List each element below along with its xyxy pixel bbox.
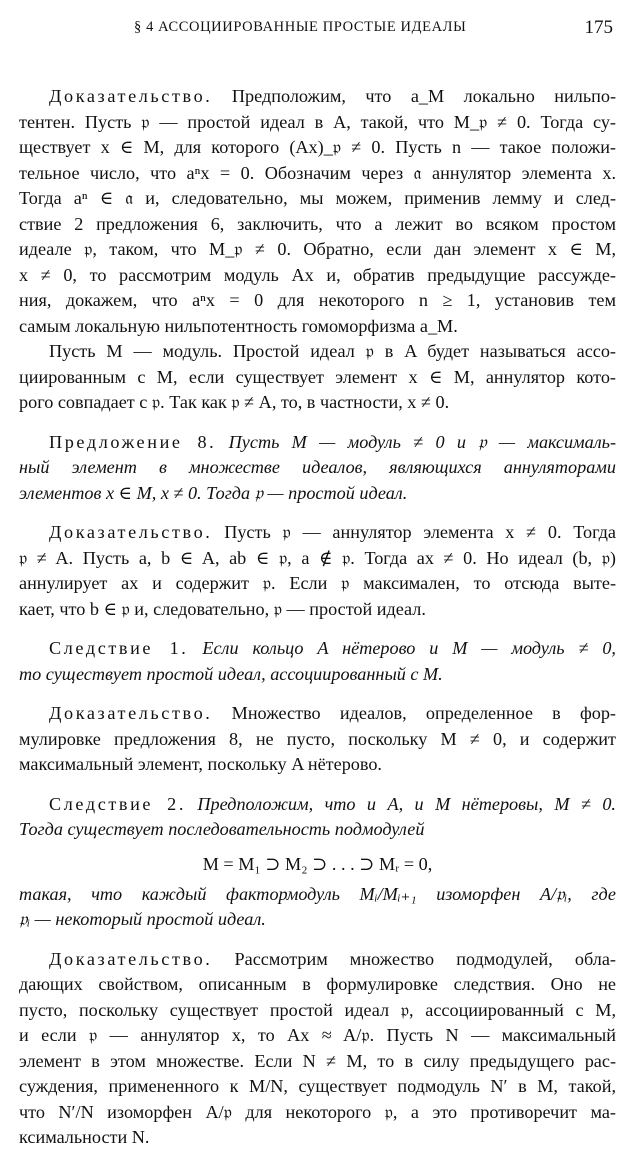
proof-lead: Доказательство. <box>49 703 213 723</box>
proposition-8: Предложение 8. Пусть M — модуль ≠ 0 и 𝔭 — максималь- ный элемент в множестве идеалов, являющихся аннуляторами элементов x ∈ M, x ≠ 0. Тогда 𝔭 — простой идеал. <box>19 431 617 503</box>
proof-lead: Доказательство. <box>49 86 213 106</box>
corollary-2-continuation: такая, что каждый фактормодуль Mᵢ/Mᵢ₊₁ изоморфен A/𝔭ᵢ, где 𝔭ᵢ — некоторый простой идеал. <box>19 883 616 929</box>
definition-paragraph: Пусть M — модуль. Простой идеал 𝔭 в A будет называться ассо- циированным с M, если существует элемент x ∈ M, аннулятор кото- рого совпадает с 𝔭. Так как 𝔭 ≠ A, то, в частности, x ≠ 0. <box>19 341 616 412</box>
page-number: 175 <box>584 17 613 38</box>
corollary-lead: Следствие 1. <box>49 638 189 658</box>
page-body <box>19 84 616 1151</box>
proof-lead: Доказательство. <box>49 522 213 542</box>
corollary-1: Следствие 1. Если кольцо A нётерово и M — модуль ≠ 0, то существует простой идеал, ассоциированный с M. <box>19 638 616 684</box>
proof-paragraph: Доказательство. Множество идеалов, определенное в фор- мулировке предложения 8, не пусто, поскольку M ≠ 0, и содержит максимальный элемент, поскольку A нётерово. <box>19 703 616 774</box>
proof-lead: Доказательство. <box>49 948 213 969</box>
display-formula: M = M₁ ⊃ M₂ ⊃ . . . ⊃ Mᵣ = 0, <box>202 853 433 874</box>
section-title: § 4 АССОЦИИРОВАННЫЕ ПРОСТЫЕ ИДЕАЛЫ <box>134 19 467 35</box>
proof-paragraph: Доказательство. Пусть 𝔭 — аннулятор элемента x ≠ 0. Тогда 𝔭 ≠ A. Пусть a, b ∈ A, ab ∈ 𝔭, a ∉ 𝔭. Тогда ax ≠ 0. Но идеал (b, 𝔭) аннулирует ax и содержит 𝔭. Если 𝔭 максимален, то отсюда выте- кает, что b ∈ 𝔭 и, следовательно, 𝔭 — простой идеал. <box>19 522 616 619</box>
proof-paragraph: Доказательство. Рассмотрим множество подмодулей, обла- дающих свойством, описанным в формулировке следствия. Оно не пусто, поскольку существует простой идеал 𝔭, ассоциированный с M, и если 𝔭 — аннулятор x, то Ax ≈ A/𝔭. Пусть N — максимальный элемент в этом множестве. Если N ≠ M, то в силу предыдущего рас- суждения, примененного к M/N, существует подмодуль N′ в M, такой, что N′/N изоморфен A/𝔭 для некоторого 𝔭, а это противоречит ма- ксимальности N. <box>19 948 616 1147</box>
corollary-2: Следствие 2. Предположим, что и A, и M нётеровы, M ≠ 0. Тогда существует последовательность подмодулей <box>19 793 616 839</box>
corollary-lead: Следствие 2. <box>49 793 186 814</box>
proof-paragraph: Доказательство. Предположим, что a_M локально нильпо- тентен. Пусть 𝔭 — простой идеал в A, такой, что M_𝔭 ≠ 0. Тогда су- ществует x ∈ M, для которого (Ax)_𝔭 ≠ 0. Пусть n — такое положи- тельное число, что aⁿx = 0. Обозначим через 𝔞 аннулятор элемента x. Тогда aⁿ ∈ 𝔞 и, следовательно, мы можем, применив лемму и след- ствие 2 предложения 6, заключить, что a лежит во всяком простом идеале 𝔭, таком, что M_𝔭 ≠ 0. Обратно, если дан элемент x ∈ M, x ≠ 0, то рассмотрим модуль Ax и, обратив предыдущие рассужде- ния, докажем, что aⁿx = 0 для некоторого n ≥ 1, установив тем самым локальную нильпотентность гомоморфизма a_M. <box>19 86 616 336</box>
proposition-lead: Предложение 8. <box>49 431 217 452</box>
running-header <box>0 17 629 43</box>
